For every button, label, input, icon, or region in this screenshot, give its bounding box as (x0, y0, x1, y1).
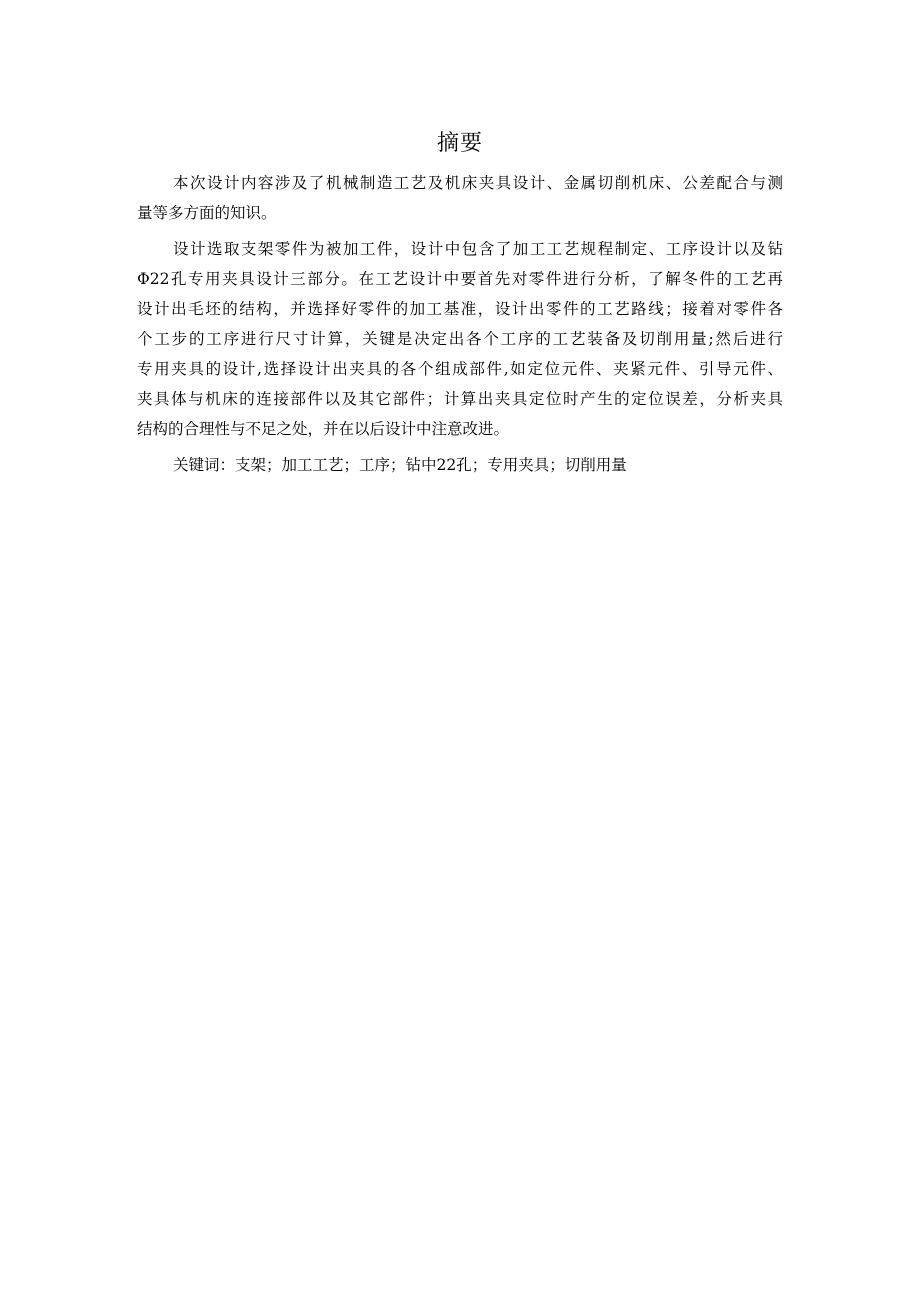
abstract-paragraph-2 (137, 234, 783, 444)
paragraph-line: 夹具体与机床的连接部件以及其它部件；计算出夹具定位时产生的定位误差，分析夹具 (137, 390, 783, 408)
paragraph-line: 专用夹具的设计,选择设计出夹具的各个组成部件,如定位元件、夹紧元件、引导元件、 (137, 360, 783, 378)
paragraph-line: Φ22孔专用夹具设计三部分。在工艺设计中要首先对零件进行分析，了解冬件的工艺再 (137, 270, 783, 288)
paragraph-line: 设计选取支架零件为被加工件，设计中包含了加工工艺规程制定、工序设计以及钻 (173, 240, 783, 258)
paragraph-line: 设计出毛坯的结构，并选择好零件的加工基准，设计出零件的工艺路线；接着对零件各 (137, 300, 783, 318)
paragraph-line: 量等多方面的知识。 (137, 204, 277, 222)
paragraph-line: 结构的合理性与不足之处，并在以后设计中注意改进。 (137, 420, 510, 438)
abstract-title: 摘要 (436, 131, 483, 156)
abstract-section (137, 124, 783, 480)
paragraph-line: 个工步的工序进行尺寸计算，关键是决定出各个工序的工艺装备及切削用量;然后进行 (137, 330, 783, 348)
keywords-line: 关键词：支架；加工工艺；工序；钻中22孔；专用夹具；切削用量 (173, 456, 627, 474)
paragraph-line: 本次设计内容涉及了机械制造工艺及机床夹具设计、金属切削机床、公差配合与测 (173, 174, 783, 192)
abstract-paragraph-1 (137, 168, 783, 228)
